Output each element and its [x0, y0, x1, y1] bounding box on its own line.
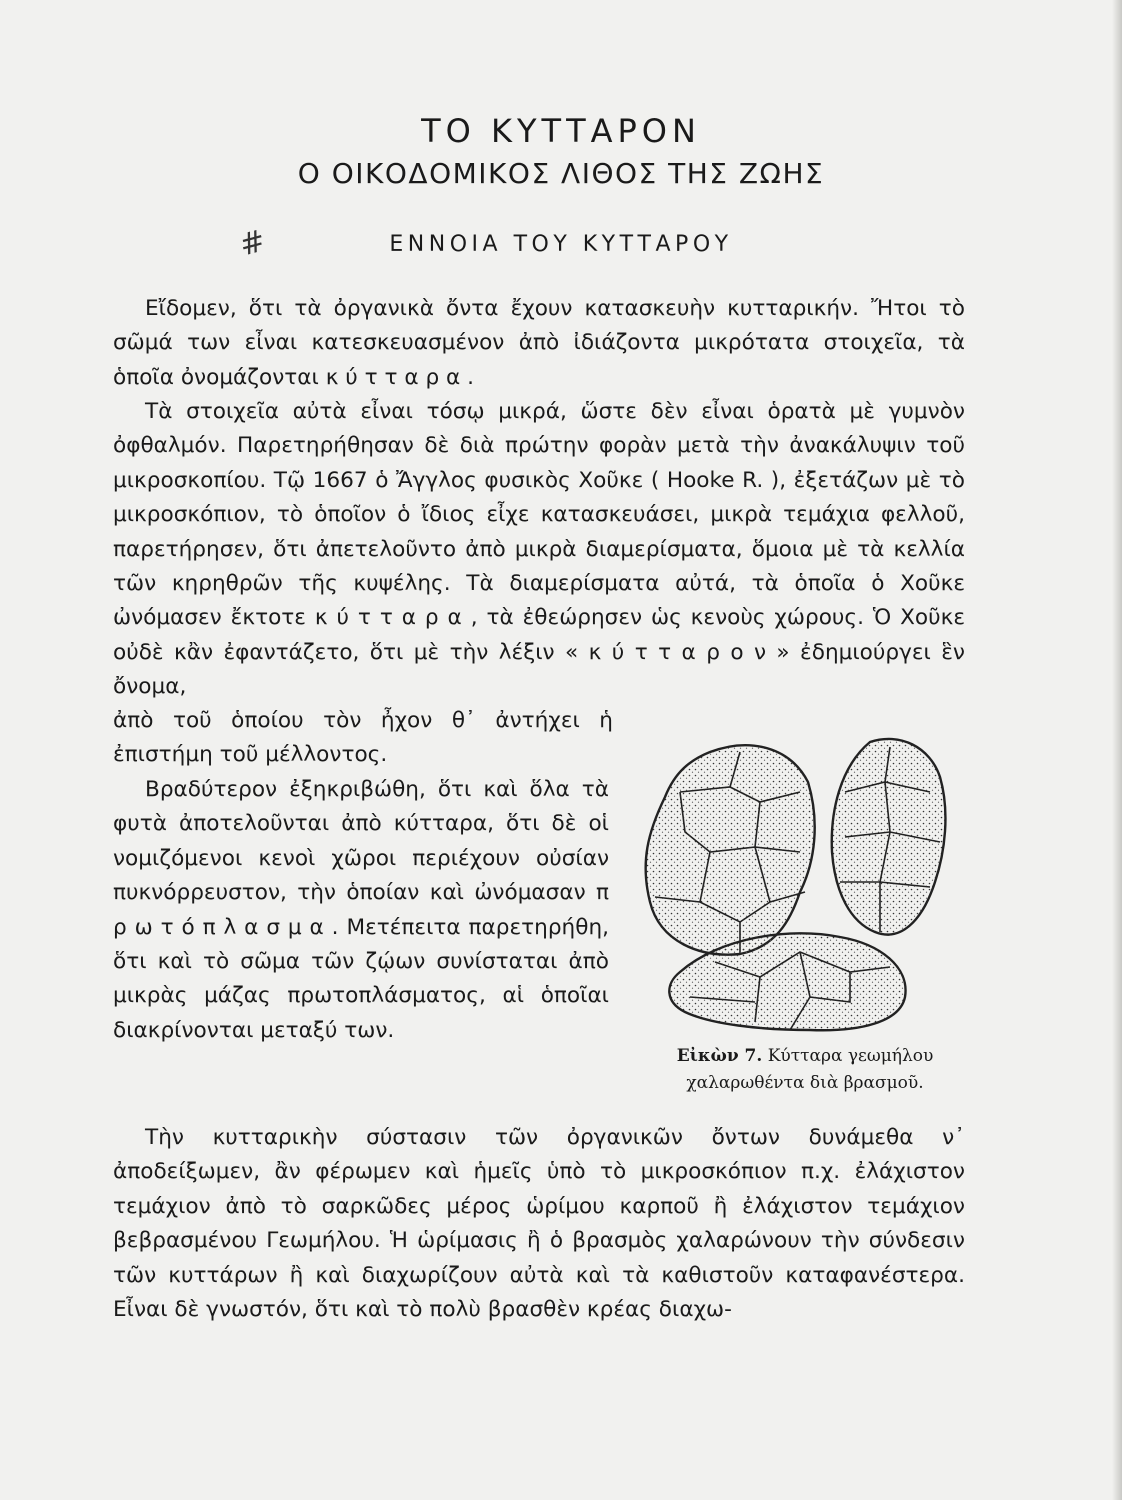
section-title: ΕΝΝΟΙΑ ΤΟΥ ΚΥΤΤΑΡΟΥ: [389, 232, 733, 257]
paragraph-3: Βραδύτερον ἐξηκριβώθη, ὅτι καὶ ὅλα τὰ φυτὰ ἀποτελοῦνται ἀπὸ κύτταρα, ὅτι δὲ οἱ νομιζόμενοι κενοὶ χῶροι περιέχουν οὐσίαν πυκνόρρευστον, τὴν ὁποίαν καὶ ὠνόμασαν π ρ ω τ ό π λ α σ μ α . Μετέπειτα παρετηρήθη, ὅτι καὶ τὸ σῶμα τῶν ζῴων συνίσταται ἀπὸ μικρὰς μάζας πρωτοπλάσματος, αἱ ὁποῖαι διακρίνονται μεταξύ των.: [113, 777, 609, 1043]
paragraph-2-continued: ἀπὸ τοῦ ὁποίου τὸν ἦχον θ᾽ ἀντήχει ἡ ἐπιστήμη τοῦ μέλλοντος.: [113, 708, 613, 768]
chapter-title: ΤΟ ΚΥΤΤΑΡΟΝ: [421, 112, 701, 150]
figure-caption-text: Κύτταρα γεωμήλου χαλαρωθέντα διὰ βρασμοῦ.: [686, 1046, 934, 1093]
paragraph-4: Τὴν κυτταρικὴν σύστασιν τῶν ὀργανικῶν ὄντων δυνάμεθα ν᾽ ἀποδείξωμεν, ἂν φέρωμεν καὶ ἡμεῖς ὑπὸ τὸ μικροσκόπιον π.χ. ἐλάχιστον τεμάχιον ἀπὸ τὸ σαρκῶδες μέρος ὡρίμου καρποῦ ἢ ἐλάχιστον τεμάχιον βεβρασμένου Γεωμήλου. Ἡ ὡρίμασις ἢ ὁ βρασμὸς χαλαρώνουν τὴν σύνδεσιν τῶν κυττάρων ἢ καὶ διαχωρίζουν αὐτὰ καὶ τὰ καθιστοῦν καταφανέστερα. Εἶναι δὲ γνωστόν, ὅτι καὶ τὸ πολὺ βρασθὲν κρέας διαχω-: [113, 1125, 965, 1323]
figure-label: Εἰκὼν 7.: [676, 1046, 763, 1066]
paragraph-1: Εἴδομεν, ὅτι τὰ ὀργανικὰ ὄντα ἔχουν κατασκευὴν κυτταρικήν. Ἤτοι τὸ σῶμά των εἶναι κατεσκευασμένον ἀπὸ ἰδιάζοντα μικρότατα στοιχεῖα, τὰ ὁποῖα ὀνομάζονται κ ύ τ τ α ρ α .: [113, 296, 965, 390]
cell-cluster-left: [646, 745, 815, 954]
paragraph-2: Τὰ στοιχεῖα αὐτὰ εἶναι τόσῳ μικρά, ὥστε δὲν εἶναι ὁρατὰ μὲ γυμνὸν ὀφθαλμόν. Παρετηρήθησαν δὲ διὰ πρώτην φορὰν μετὰ τὴν ἀνακάλυψιν τοῦ μικροσκοπίου. Τῷ 1667 ὁ Ἄγγλος φυσικὸς Χοῦκε ( Hooke R. ), ἐξετάζων μὲ τὸ μικροσκόπιον, τὸ ὁποῖον ὁ ἴδιος εἶχε κατασκευάσει, μικρὰ τεμάχια φελλοῦ, παρετήρησεν, ὅτι ἀπετελοῦντο ἀπὸ μικρὰ διαμερίσματα, ὅμοια μὲ τὰ κελλία τῶν κηρηθρῶν τῆς κυψέλης. Τὰ διαμερίσματα αὐτά, τὰ ὁποῖα ὁ Χοῦκε ὠνόμασεν ἔκτοτε κ ύ τ τ α ρ α , τὰ ἐθεώρησεν ὡς κενοὺς χώρους. Ὁ Χοῦκε οὐδὲ κἂν ἐφαντάζετο, ὅτι μὲ τὴν λέξιν « κ ύ τ τ α ρ ο ν » ἐδημιούργει ἓν ὄνομα,: [113, 399, 965, 700]
figure-caption: [640, 1043, 970, 1097]
potato-cells-illustration: [640, 732, 970, 1032]
page-edge-shadow: [1112, 0, 1122, 1500]
chapter-subtitle: Ο ΟΙΚΟΔΟΜΙΚΟΣ ΛΙΘΟΣ ΤΗΣ ΖΩΗΣ: [297, 157, 825, 190]
cell-cluster-right: [832, 739, 946, 935]
handwritten-mark: #: [235, 223, 270, 264]
